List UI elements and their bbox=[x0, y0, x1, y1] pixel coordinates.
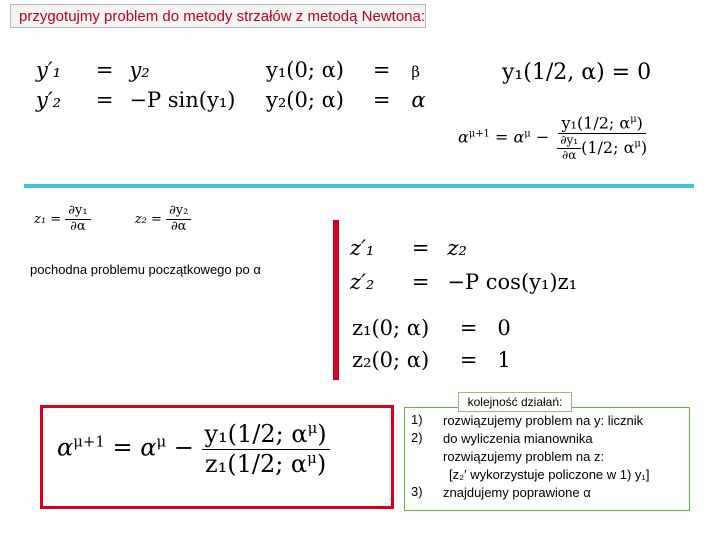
equals-sign: = bbox=[411, 236, 430, 260]
y2-prime: y′₂ bbox=[36, 88, 62, 112]
y1-prime: y′₁ bbox=[36, 58, 62, 82]
ode-system-z bbox=[350, 236, 577, 304]
equals-sign: = bbox=[459, 316, 478, 340]
alpha-next: α bbox=[57, 433, 74, 462]
equals-sign: = bbox=[95, 88, 114, 112]
z1-fraction bbox=[65, 204, 90, 235]
newton-formula-bottom bbox=[57, 420, 330, 478]
step-number bbox=[411, 466, 441, 484]
steps-title: kolejność działań: bbox=[458, 392, 572, 412]
step-numbers bbox=[411, 412, 441, 502]
step-number: 1) bbox=[411, 412, 423, 427]
z1-at-zero: z₁(0; α) bbox=[352, 316, 430, 340]
numerator: y₁(1/2; α bbox=[561, 113, 631, 133]
slide-title: przygotujmy problem do metody strzałów z metodą Newtona: bbox=[10, 4, 426, 28]
superscript: μ bbox=[307, 419, 318, 437]
equals-sign: = bbox=[151, 211, 162, 227]
cos-rhs: −P cos(y₁)z₁ bbox=[447, 270, 578, 294]
paren: ) bbox=[636, 113, 643, 133]
beta-value: β bbox=[411, 63, 421, 81]
z1-num: ∂y₁ bbox=[65, 204, 90, 220]
denominator: (1/2; α bbox=[581, 137, 635, 157]
z1-value: 0 bbox=[497, 316, 511, 340]
newton-fraction bbox=[554, 114, 650, 162]
step-texts bbox=[443, 412, 687, 502]
target-condition bbox=[502, 60, 651, 85]
z1-symbol: z₁ bbox=[34, 211, 47, 227]
superscript: μ bbox=[630, 114, 637, 125]
equals-sign: = bbox=[494, 127, 509, 147]
boundary-conditions-y bbox=[266, 58, 426, 118]
alpha-next: α bbox=[458, 127, 469, 147]
z1-den: ∂α bbox=[70, 218, 86, 234]
partial-num: ∂y₁ bbox=[557, 134, 581, 149]
accent-bar bbox=[333, 220, 339, 380]
steps-box bbox=[404, 407, 690, 511]
equals-sign: = bbox=[611, 60, 631, 85]
z2-value: 1 bbox=[497, 348, 511, 372]
boundary-conditions-z bbox=[352, 316, 511, 380]
alpha-current: α bbox=[140, 433, 157, 462]
derivative-label: pochodna problemu początkowego po α bbox=[30, 262, 261, 277]
partial-derivative bbox=[557, 134, 581, 163]
z2-symbol: z₂ bbox=[134, 211, 147, 227]
paren: ) bbox=[640, 137, 648, 157]
step-number: 3) bbox=[411, 484, 423, 499]
z2-prime: z′₂ bbox=[350, 270, 375, 294]
step-text: [z₂′ wykorzystuje policzone w 1) y₁] bbox=[449, 467, 650, 482]
step-text: do wyliczenia mianownika bbox=[443, 431, 593, 446]
superscript: μ bbox=[156, 432, 167, 451]
equals-sign: = bbox=[112, 433, 133, 462]
z2-rhs: z₂ bbox=[447, 236, 467, 260]
denominator: z₁(1/2; α bbox=[204, 449, 308, 478]
equals-sign: = bbox=[372, 58, 391, 82]
target-rhs: 0 bbox=[637, 60, 652, 85]
paren: ) bbox=[317, 420, 327, 448]
equals-sign: = bbox=[95, 58, 114, 82]
superscript: μ+1 bbox=[468, 128, 490, 140]
newton-fraction bbox=[202, 420, 330, 478]
z2-fraction bbox=[166, 204, 191, 235]
equals-sign: = bbox=[411, 270, 430, 294]
step-number: 2) bbox=[411, 430, 423, 445]
minus-sign: − bbox=[173, 433, 194, 462]
superscript: μ+1 bbox=[73, 432, 105, 451]
z-definitions bbox=[34, 204, 191, 235]
partial-den: ∂α bbox=[562, 147, 577, 162]
step-text: znajdujemy poprawione α bbox=[443, 485, 591, 500]
sin-rhs: −P sin(y₁) bbox=[129, 88, 236, 112]
y2-at-zero: y₂(0; α) bbox=[266, 88, 344, 112]
z2-at-zero: z₂(0; α) bbox=[352, 348, 430, 372]
superscript: μ bbox=[307, 448, 317, 467]
alpha-value: α bbox=[411, 88, 426, 112]
newton-formula-box bbox=[40, 405, 394, 509]
superscript: μ bbox=[524, 128, 531, 140]
step-text: rozwiązujemy problem na z: bbox=[443, 449, 605, 464]
equals-sign: = bbox=[459, 348, 478, 372]
superscript: μ bbox=[634, 138, 641, 150]
step-text: rozwiązujemy problem na y: licznik bbox=[443, 413, 644, 428]
minus-sign: − bbox=[535, 127, 550, 147]
step-number bbox=[411, 448, 441, 466]
newton-formula-top bbox=[458, 114, 650, 162]
paren: ) bbox=[316, 449, 327, 478]
section-divider bbox=[24, 184, 694, 188]
z2-den: ∂α bbox=[170, 218, 187, 234]
target-lhs: y₁(1/2, α) bbox=[502, 60, 605, 85]
equals-sign: = bbox=[372, 88, 391, 112]
y1-at-zero: y₁(0; α) bbox=[266, 58, 344, 82]
y2-rhs: y₂ bbox=[129, 58, 150, 82]
numerator: y₁(1/2; α bbox=[204, 420, 308, 448]
z2-num: ∂y₂ bbox=[166, 204, 191, 220]
equals-sign: = bbox=[50, 211, 62, 227]
ode-system-y bbox=[36, 58, 235, 118]
alpha-current: α bbox=[513, 127, 525, 147]
z1-prime: z′₁ bbox=[350, 236, 375, 260]
